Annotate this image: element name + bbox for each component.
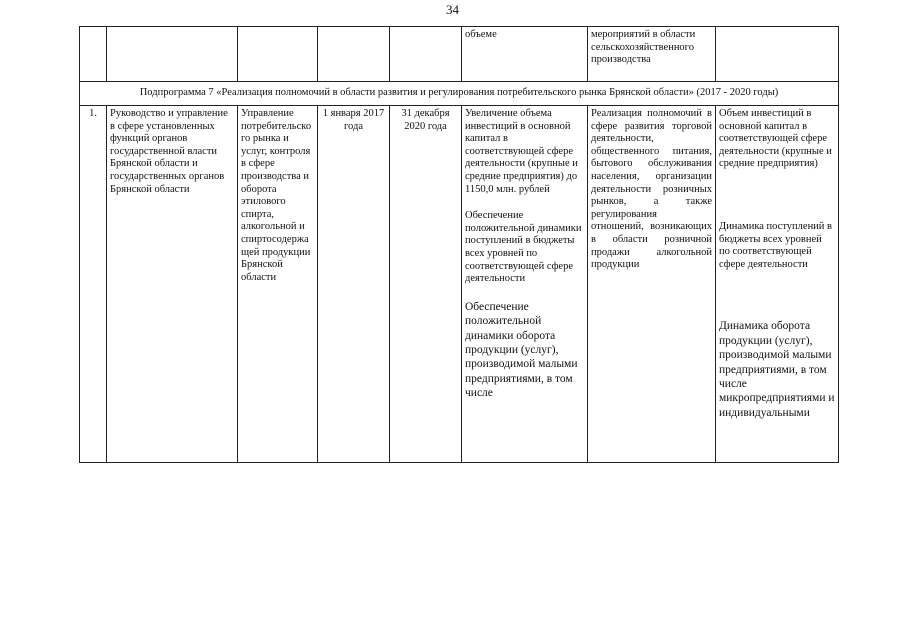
indicators: [716, 106, 839, 463]
indicator-item: Динамика оборота продукции (услуг), производимой малыми предприятиями, в том числе микропредприятиями и индивидуальными: [719, 320, 835, 419]
program-table: [79, 26, 839, 463]
measures: Реализация полномочий в сфере развития торговой деятельности, общественного питания, бытового обслуживания населения, организации деятельности розничных рынков, а также регулирования отношений, возникающих в области розничной продажи алкогольной продукции: [588, 106, 716, 463]
cell-indicators: [716, 27, 839, 82]
cell-effect-continued: объеме: [462, 27, 588, 82]
activity-name: Руководство и управление в сфере установленных функций органов государственной власти Брянской области и государственных органов Брянской области: [107, 106, 238, 463]
effect-item: Обеспечение положительной динамики поступлений в бюджеты всех уровней по соответствующей сфере деятельности: [465, 210, 582, 285]
effect-item: Увеличение объема инвестиций в основной капитал в соответствующей сфере деятельности (крупные и средние предприятия) до 1150,0 млн. рублей: [465, 108, 578, 195]
cell-start: [318, 27, 390, 82]
row-number: 1.: [80, 106, 107, 463]
expected-results: [462, 106, 588, 463]
cell-num: [80, 27, 107, 82]
end-date: 31 декабря 2020 года: [390, 106, 462, 463]
indicator-item: Объем инвестиций в основной капитал в соответствующей сфере деятельности (крупные и средние предприятия): [719, 108, 832, 170]
effect-item: Обеспечение положительной динамики оборота продукции (услуг), производимой малыми предприятиями, в том числе: [465, 300, 578, 400]
executor: Управление потребительского рынка и услуг, контроля в сфере производства и оборота этилового спирта, алкогольной и спиртосодержащей продукции Брянской области: [238, 106, 318, 463]
subprogram-title: Подпрограмма 7 «Реализация полномочий в области развития и регулирования потребительского рынка Брянской области» (2017 - 2020 годы): [80, 82, 839, 106]
continuation-row: [80, 27, 839, 82]
table-row: [80, 106, 839, 463]
cell-measures-continued: мероприятий в области сельскохозяйственного производства: [588, 27, 716, 82]
start-date: 1 января 2017 года: [318, 106, 390, 463]
cell-executor: [238, 27, 318, 82]
cell-name: [107, 27, 238, 82]
indicator-item: Динамика поступлений в бюджеты всех уровней по соответствующей сфере деятельности: [719, 220, 833, 270]
page-number: 34: [446, 2, 459, 17]
subprogram-row: [80, 82, 839, 106]
cell-end: [390, 27, 462, 82]
